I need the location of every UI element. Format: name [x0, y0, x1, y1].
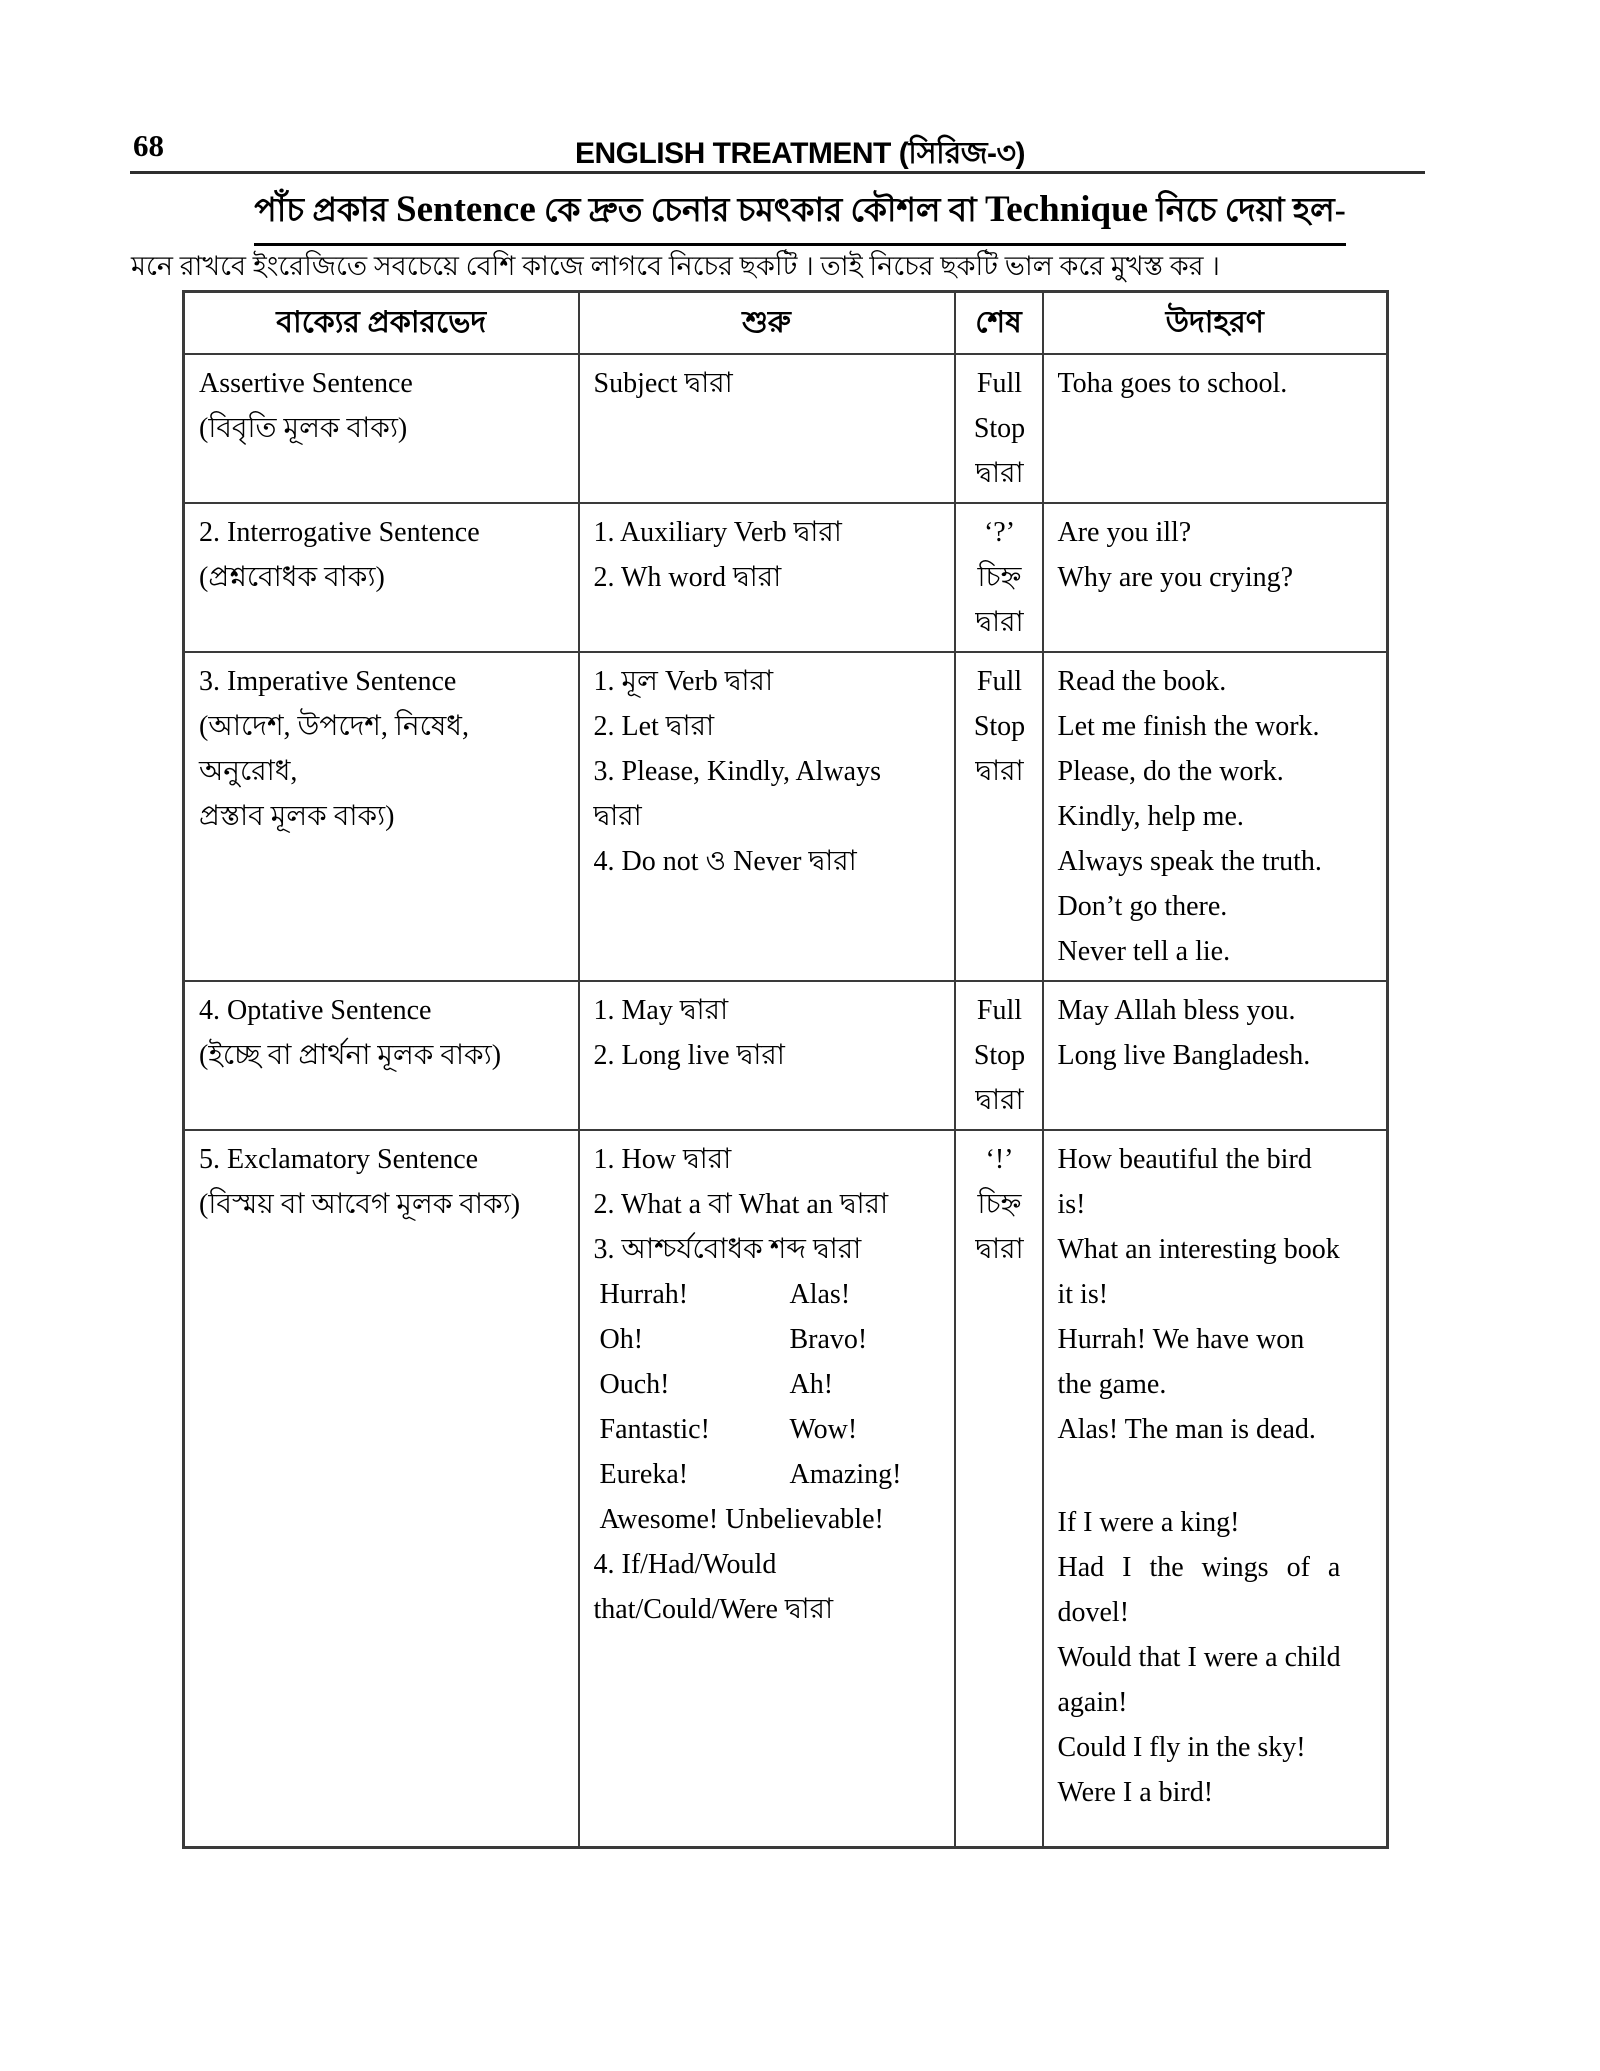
- interjection-wide: Awesome! Unbelievable!: [599, 1503, 884, 1535]
- interjection-pair: [594, 1452, 942, 1497]
- start-line: Subject দ্বারা: [593, 367, 733, 399]
- interjection: Ouch!: [599, 1368, 670, 1400]
- start-line: 2. Let দ্বারা: [593, 710, 715, 742]
- sentence-technique-table: [182, 290, 1389, 1849]
- type-cell: [184, 354, 579, 503]
- end-line: চিহ্ন: [977, 1188, 1022, 1220]
- start-line: 4. If/Had/Would: [593, 1548, 777, 1580]
- header-divider: [130, 171, 1425, 174]
- end-line: Full: [976, 994, 1023, 1026]
- end-line: দ্বারা: [975, 457, 1024, 489]
- example-line: dovel!: [1057, 1596, 1130, 1628]
- example-line: Toha goes to school.: [1057, 367, 1288, 399]
- example-line: May Allah bless you.: [1057, 994, 1296, 1026]
- end-line: Stop: [973, 710, 1026, 742]
- start-cell: [579, 652, 955, 981]
- interjection: Fantastic!: [599, 1413, 710, 1445]
- title-bn-3: নিচে দেয়া হল-: [1148, 193, 1346, 229]
- type-line: (ইচ্ছে বা প্রার্থনা মূলক বাক্য): [199, 1039, 502, 1071]
- type-line: (বিস্ময় বা আবেগ মূলক বাক্য): [199, 1188, 521, 1220]
- end-line: Stop: [973, 412, 1026, 444]
- type-line: (প্রশ্নবোধক বাক্য): [199, 561, 385, 593]
- interjection: Bravo!: [789, 1323, 868, 1355]
- example-line: Please, do the work.: [1057, 755, 1284, 787]
- type-line: প্রস্তাব মূলক বাক্য): [199, 800, 395, 832]
- example-line: Were I a bird!: [1057, 1776, 1214, 1808]
- end-cell: [955, 652, 1043, 981]
- example-line: it is!: [1057, 1278, 1109, 1310]
- start-line: 2. Wh word দ্বারা: [593, 561, 782, 593]
- title-en-technique: Technique: [984, 189, 1149, 230]
- table-row-imperative: [184, 652, 1388, 981]
- example-line: Always speak the truth.: [1057, 845, 1322, 877]
- example-line: Why are you crying?: [1057, 561, 1294, 593]
- interjection: Ah!: [789, 1368, 834, 1400]
- type-line: 3. Imperative Sentence: [199, 665, 457, 697]
- end-line: Full: [976, 367, 1023, 399]
- title-bn-2: কে দ্রুত চেনার চমৎকার কৌশল বা: [535, 193, 985, 229]
- end-line: Full: [976, 665, 1023, 697]
- start-line: 1. How দ্বারা: [593, 1143, 732, 1175]
- example-line: Could I fly in the sky!: [1057, 1731, 1306, 1763]
- type-line: (বিবৃতি মূলক বাক্য): [199, 412, 408, 444]
- end-line: ‘!’: [985, 1143, 1014, 1175]
- example-line: How beautiful the bird: [1057, 1143, 1312, 1175]
- type-line: 2. Interrogative Sentence: [199, 516, 480, 548]
- example-line: Long live Bangladesh.: [1057, 1039, 1311, 1071]
- type-cell: [184, 1130, 579, 1848]
- example-line: Don’t go there.: [1057, 890, 1228, 922]
- start-line: 1. May দ্বারা: [593, 994, 729, 1026]
- example-line: Hurrah! We have won: [1057, 1323, 1305, 1355]
- end-line: চিহ্ন: [977, 561, 1022, 593]
- start-line: 3. আশ্চর্যবোধক শব্দ দ্বারা: [593, 1233, 862, 1265]
- start-line: 4. Do not ও Never দ্বারা: [593, 845, 857, 877]
- end-line: দ্বারা: [975, 606, 1024, 638]
- end-cell: [955, 981, 1043, 1130]
- example-cell: [1043, 503, 1388, 652]
- interjection: Hurrah!: [599, 1278, 689, 1310]
- type-line: 5. Exclamatory Sentence: [199, 1143, 479, 1175]
- interjection: Eureka!: [599, 1458, 689, 1490]
- table-row-interrogative: [184, 503, 1388, 652]
- type-cell: [184, 981, 579, 1130]
- start-cell: [579, 354, 955, 503]
- page-title: [0, 184, 1600, 246]
- table-row-exclamatory: [184, 1130, 1388, 1848]
- example-line: Let me finish the work.: [1057, 710, 1320, 742]
- interjection: Oh!: [599, 1323, 644, 1355]
- header-title: ENGLISH TREATMENT (সিরিজ-৩): [574, 137, 1026, 170]
- table-row-assertive: [184, 354, 1388, 503]
- start-line: 2. What a বা What an দ্বারা: [593, 1188, 889, 1220]
- header-cell-end: শেষ: [955, 292, 1043, 354]
- example-line: Would that I were a child: [1057, 1641, 1341, 1673]
- example-line: Are you ill?: [1057, 516, 1192, 548]
- example-cell: [1043, 1130, 1388, 1848]
- end-line: Stop: [973, 1039, 1026, 1071]
- example-line: Had I the wings of a: [1057, 1551, 1341, 1583]
- start-line: 1. Auxiliary Verb দ্বারা: [593, 516, 842, 548]
- example-gap: [1058, 1452, 1375, 1500]
- type-line: 4. Optative Sentence: [199, 994, 432, 1026]
- end-cell: [955, 354, 1043, 503]
- example-line: If I were a king!: [1057, 1506, 1240, 1538]
- interjection-pair: [594, 1317, 942, 1362]
- header-cell-type: বাক্যের প্রকারভেদ: [184, 292, 579, 354]
- page-number: 68: [133, 128, 164, 163]
- page-title-text: [254, 184, 1345, 246]
- example-cell: [1043, 981, 1388, 1130]
- start-line: 1. মূল Verb দ্বারা: [593, 665, 774, 697]
- start-line: 3. Please, Kindly, Always: [593, 755, 881, 787]
- interjection: Wow!: [789, 1413, 858, 1445]
- example-line: Kindly, help me.: [1057, 800, 1244, 832]
- end-line: দ্বারা: [975, 1233, 1024, 1265]
- start-line: that/Could/Were দ্বারা: [593, 1593, 834, 1625]
- interjection: Alas!: [789, 1278, 851, 1310]
- interjection-pair: [594, 1362, 942, 1407]
- end-line: দ্বারা: [975, 1084, 1024, 1116]
- example-line: Read the book.: [1057, 665, 1227, 697]
- title-bn-1: পাঁচ প্রকার: [254, 193, 397, 229]
- end-cell: [955, 1130, 1043, 1848]
- interjection-pair: [594, 1407, 942, 1452]
- example-line: is!: [1057, 1188, 1086, 1220]
- example-cell: [1043, 354, 1388, 503]
- example-line: Never tell a lie.: [1057, 935, 1231, 967]
- type-line: (আদেশ, উপদেশ, নিষেধ, অনুরোধ,: [199, 710, 469, 787]
- interjection-pair: [594, 1272, 942, 1317]
- start-line: দ্বারা: [593, 800, 642, 832]
- start-cell: [579, 503, 955, 652]
- end-line: দ্বারা: [975, 755, 1024, 787]
- example-line: the game.: [1057, 1368, 1167, 1400]
- title-en-sentence: Sentence: [396, 189, 536, 230]
- subtitle-note: মনে রাখবে ইংরেজিতে সবচেয়ে বেশি কাজে লাগবে নিচের ছকটি । তাই নিচের ছকটি ভাল করে মুখস্ত কর ।: [131, 251, 1220, 281]
- example-cell: [1043, 652, 1388, 981]
- table-row-optative: [184, 981, 1388, 1130]
- type-cell: [184, 503, 579, 652]
- start-cell: [579, 981, 955, 1130]
- end-line: ‘?’: [983, 516, 1016, 548]
- table-header-row: [184, 292, 1388, 354]
- start-cell: [579, 1130, 955, 1848]
- example-line: Alas! The man is dead.: [1057, 1413, 1316, 1445]
- header-cell-start: শুরু: [579, 292, 955, 354]
- start-line: 2. Long live দ্বারা: [593, 1039, 785, 1071]
- type-cell: [184, 652, 579, 981]
- example-line: again!: [1057, 1686, 1128, 1718]
- interjection: Amazing!: [789, 1458, 902, 1490]
- type-line: Assertive Sentence: [199, 367, 413, 399]
- end-cell: [955, 503, 1043, 652]
- header-cell-example: উদাহরণ: [1043, 292, 1388, 354]
- example-line: What an interesting book: [1057, 1233, 1340, 1265]
